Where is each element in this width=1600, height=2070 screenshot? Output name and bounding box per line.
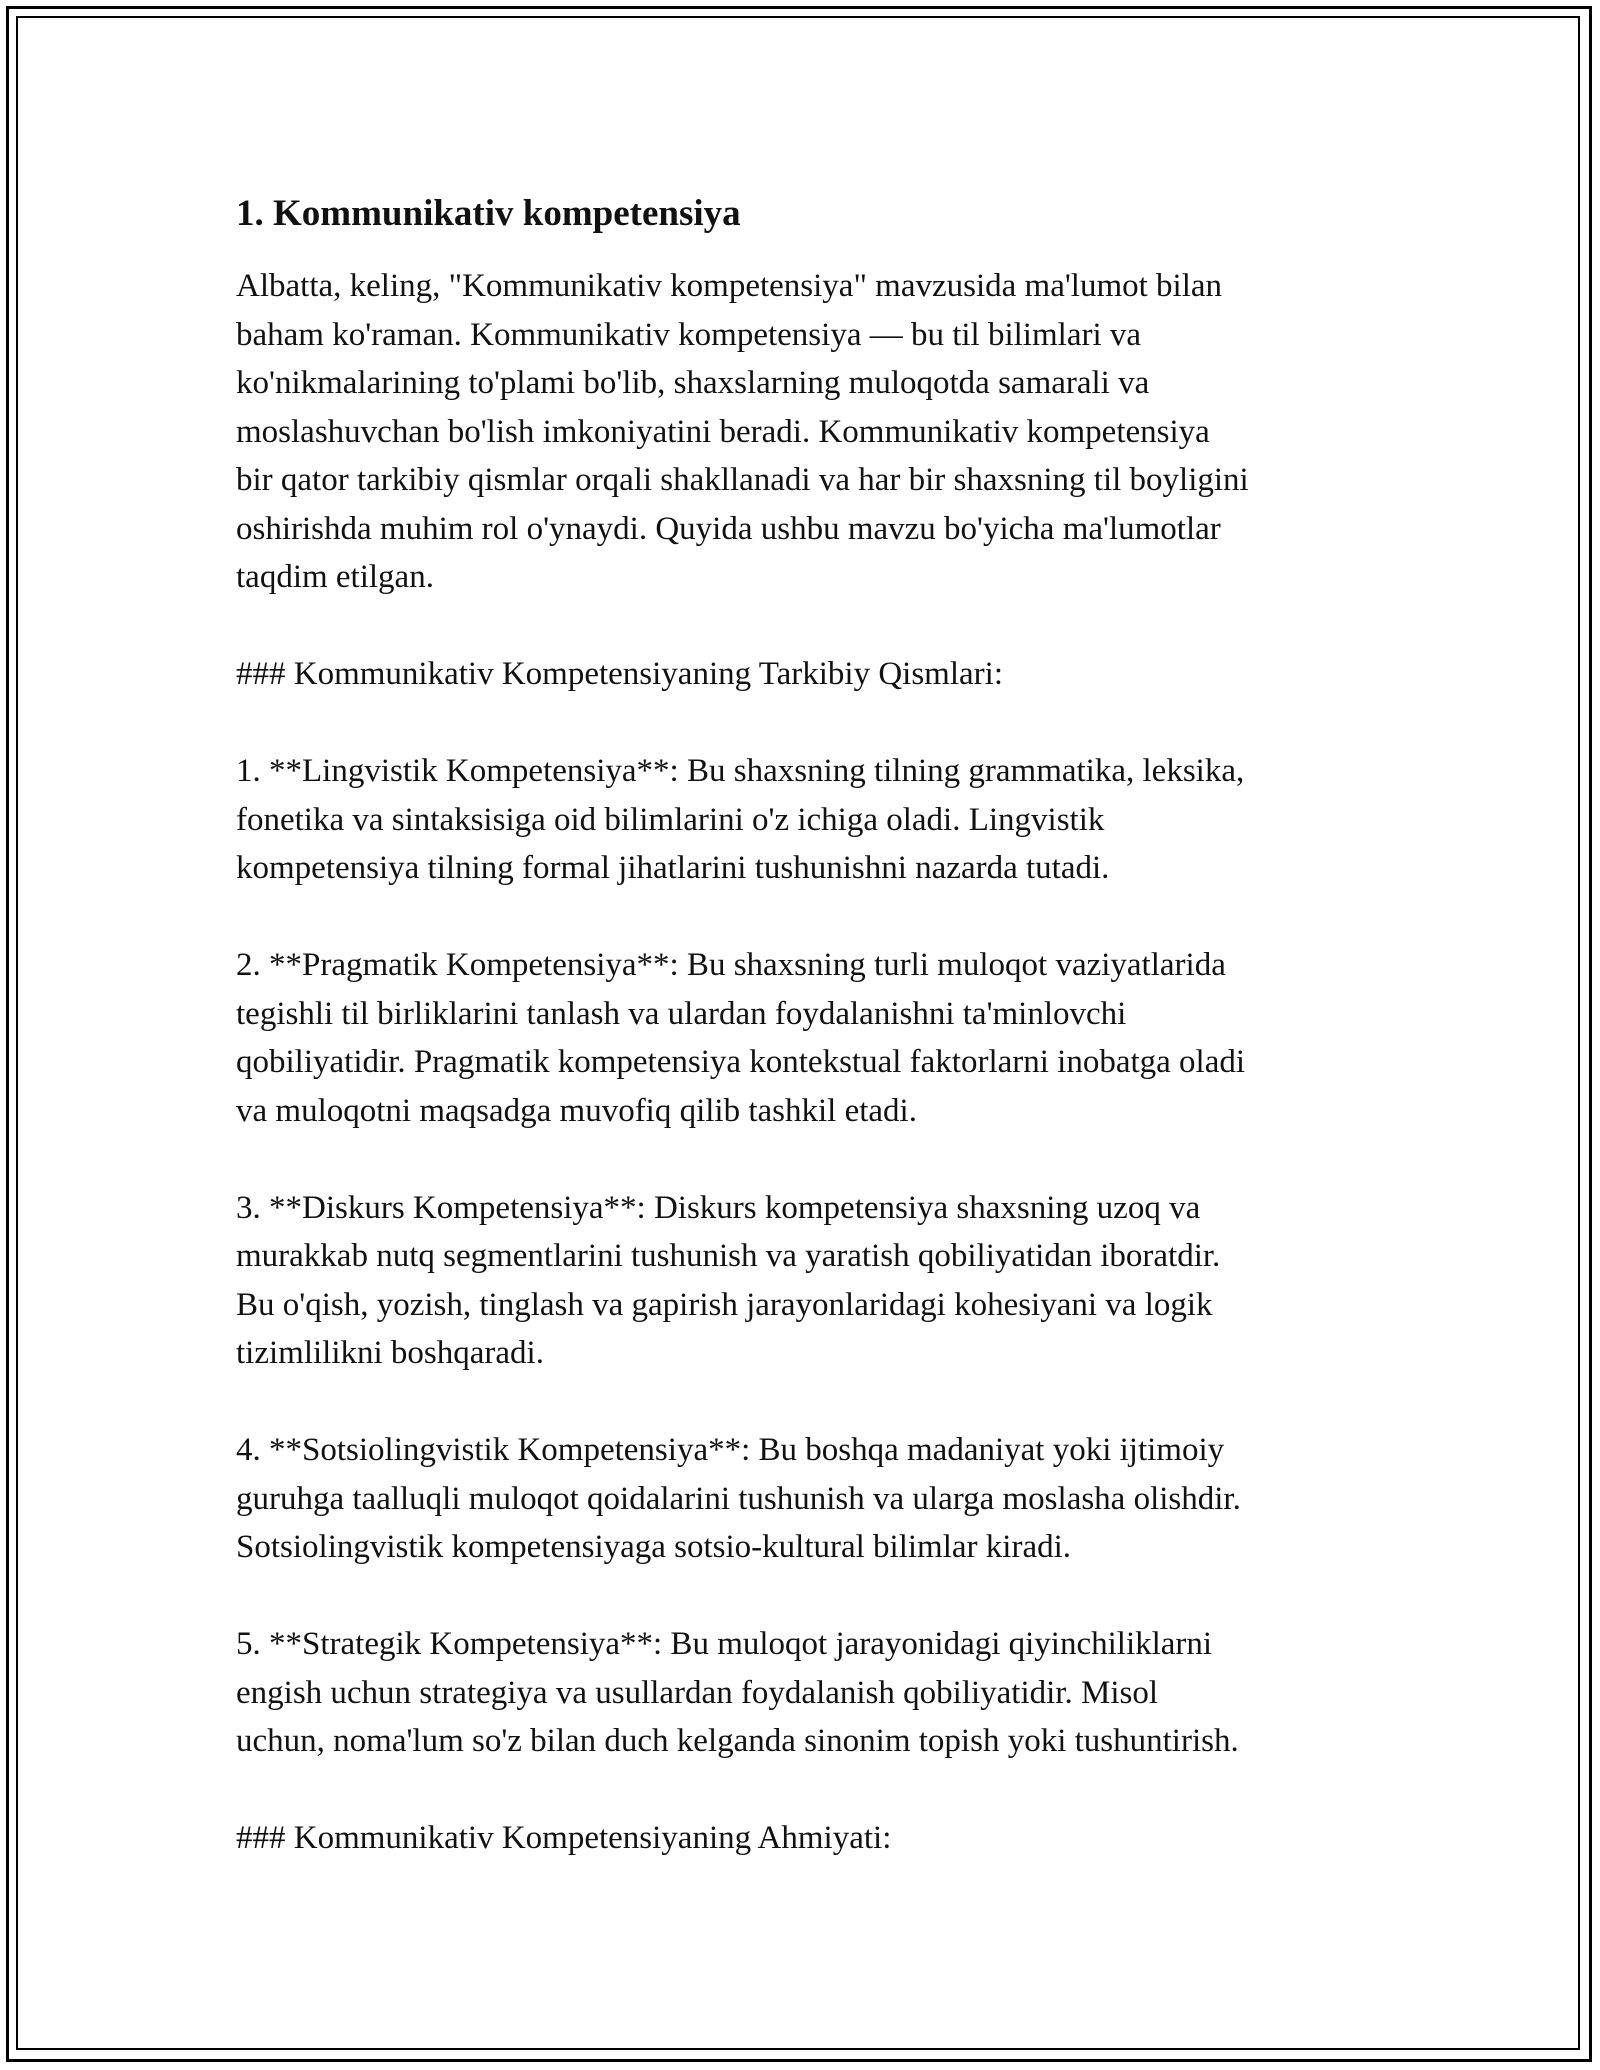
text-line: engish uchun strategiya va usullardan foydalanish qobiliyatidir. Misol bbox=[236, 1674, 1159, 1711]
paragraph-spacer bbox=[236, 1572, 1376, 1621]
text-line: taqdim etilgan. bbox=[236, 559, 434, 595]
list-item-5 bbox=[236, 1620, 1376, 1766]
document-text bbox=[236, 262, 1376, 1863]
paragraph-spacer bbox=[236, 893, 1376, 942]
text-line: tegishli til birliklarini tanlash va ulardan foydalanishni ta'minlovchi bbox=[236, 995, 1127, 1032]
text-line: va muloqotni maqsadga muvofiq qilib tashkil etadi. bbox=[236, 1092, 917, 1129]
paragraph-spacer bbox=[236, 602, 1376, 651]
text-line: 2. **Pragmatik Kompetensiya**: Bu shaxsning turli muloqot vaziyatlarida bbox=[236, 947, 1226, 983]
text-line: murakkab nutq segmentlarini tushunish va yaratish qobiliyatidan iboratdir. bbox=[236, 1238, 1221, 1274]
text-line: oshirishda muhim rol o'ynaydi. Quyida ushbu mavzu bo'yicha ma'lumotlar bbox=[236, 510, 1221, 547]
text-line: baham ko'raman. Kommunikativ kompetensiya — bu til bilimlari va bbox=[236, 316, 1142, 353]
text-line: Albatta, keling, "Kommunikativ kompetensiya" mavzusida ma'lumot bilan bbox=[236, 268, 1223, 304]
intro-paragraph bbox=[236, 262, 1376, 602]
paragraph-spacer bbox=[236, 699, 1376, 748]
list-item-2 bbox=[236, 941, 1376, 1135]
list-item-4 bbox=[236, 1426, 1376, 1572]
paragraph-spacer bbox=[236, 1766, 1376, 1815]
text-line: 1. **Lingvistik Kompetensiya**: Bu shaxsning tilning grammatika, leksika, bbox=[236, 753, 1245, 789]
text-line: fonetika va sintaksisiga oid bilimlarini o'z ichiga oladi. Lingvistik bbox=[236, 801, 1105, 838]
list-item-3 bbox=[236, 1184, 1376, 1378]
text-line: Sotsiolingvistik kompetensiyaga sotsio-kultural bilimlar kiradi. bbox=[236, 1529, 1072, 1565]
paragraph-spacer bbox=[236, 1135, 1376, 1184]
text-line: kompetensiya tilning formal jihatlarini tushunishni nazarda tutadi. bbox=[236, 850, 1110, 886]
text-line: bir qator tarkibiy qismlar orqali shakllanadi va har bir shaxsning til boyligini bbox=[236, 462, 1249, 498]
text-line: ko'nikmalarining to'plami bo'lib, shaxslarning muloqotda samarali va bbox=[236, 365, 1150, 401]
text-line: Bu o'qish, yozish, tinglash va gapirish jarayonlaridagi kohesiyani va logik bbox=[236, 1286, 1213, 1323]
page-title: 1. Kommunikativ kompetensiya bbox=[236, 193, 741, 234]
text-line: ### Kommunikativ Kompetensiyaning Tarkibiy Qismlari: bbox=[236, 656, 1003, 692]
section-heading-components bbox=[236, 650, 1376, 699]
text-line: qobiliyatidir. Pragmatik kompetensiya kontekstual faktorlarni inobatga oladi bbox=[236, 1044, 1246, 1080]
text-line: ### Kommunikativ Kompetensiyaning Ahmiyati: bbox=[236, 1820, 892, 1856]
text-line: guruhga taalluqli muloqot qoidalarini tushunish va ularga moslasha olishdir. bbox=[236, 1480, 1241, 1517]
text-line: moslashuvchan bo'lish imkoniyatini beradi. Kommunikativ kompetensiya bbox=[236, 413, 1210, 450]
text-line: 3. **Diskurs Kompetensiya**: Diskurs kompetensiya shaxsning uzoq va bbox=[236, 1189, 1201, 1226]
text-line: uchun, noma'lum so'z bilan duch kelganda sinonim topish yoki tushuntirish. bbox=[236, 1723, 1239, 1759]
text-line: 5. **Strategik Kompetensiya**: Bu muloqot jarayonidagi qiyinchiliklarni bbox=[236, 1626, 1213, 1662]
document-body bbox=[236, 188, 1376, 1863]
section-heading-importance bbox=[236, 1814, 1376, 1863]
text-line: 4. **Sotsiolingvistik Kompetensiya**: Bu boshqa madaniyat yoki ijtimoiy bbox=[236, 1432, 1225, 1468]
paragraph-spacer bbox=[236, 1378, 1376, 1427]
text-line: tizimlilikni boshqaradi. bbox=[236, 1335, 544, 1371]
list-item-1 bbox=[236, 747, 1376, 893]
